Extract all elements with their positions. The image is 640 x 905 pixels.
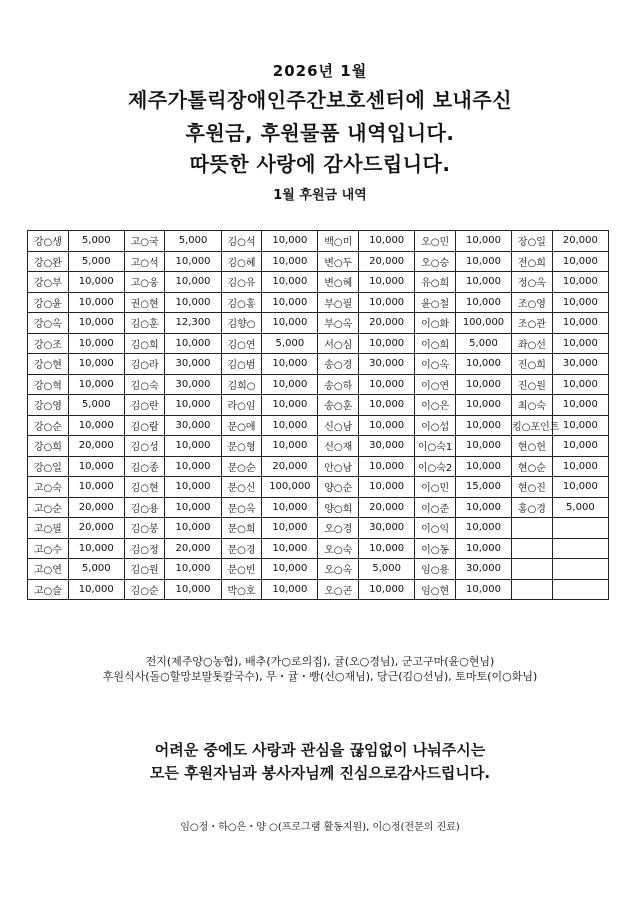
- donor-name: 변○두: [318, 251, 359, 272]
- donor-name: 김○혜: [221, 251, 262, 272]
- donor-name: 강○혁: [28, 374, 69, 395]
- table-row: [28, 456, 609, 477]
- donation-amount: 5,000: [165, 231, 221, 252]
- donation-amount: 10,000: [552, 415, 608, 436]
- donation-amount: 15,000: [455, 477, 511, 498]
- donation-amount: 10,000: [455, 538, 511, 559]
- donor-name: 조○관: [512, 313, 553, 334]
- donor-name: 강○부: [28, 272, 69, 293]
- donor-name: 신○재: [318, 436, 359, 457]
- donor-name: 고○순: [28, 497, 69, 518]
- donor-name: [512, 518, 553, 539]
- donation-amount: 10,000: [552, 292, 608, 313]
- donation-amount: 10,000: [262, 497, 318, 518]
- donation-amount: 10,000: [552, 374, 608, 395]
- donation-amount: 10,000: [68, 292, 124, 313]
- donation-amount: 30,000: [552, 354, 608, 375]
- donor-name: 김○라: [124, 354, 165, 375]
- donor-name: 김향○: [221, 313, 262, 334]
- donor-name: 변○혜: [318, 272, 359, 293]
- donation-amount: 5,000: [359, 559, 415, 580]
- donation-amount: 10,000: [68, 579, 124, 600]
- donor-name: 김○원: [124, 559, 165, 580]
- donation-amount: 10,000: [68, 354, 124, 375]
- donation-amount: 10,000: [165, 251, 221, 272]
- donation-amount: 10,000: [165, 272, 221, 293]
- donor-name: 고○웅: [124, 272, 165, 293]
- donor-name: 강○옥: [28, 313, 69, 334]
- donor-name: 김○정: [124, 538, 165, 559]
- donation-amount: 10,000: [68, 374, 124, 395]
- donation-amount: 20,000: [165, 538, 221, 559]
- donor-name: 김○순: [124, 579, 165, 600]
- donor-name: 김○석: [221, 231, 262, 252]
- donation-amount: 5,000: [68, 559, 124, 580]
- donation-amount: 10,000: [262, 292, 318, 313]
- donor-name: 임○용: [415, 559, 456, 580]
- donation-amount: 10,000: [359, 477, 415, 498]
- table-row: [28, 477, 609, 498]
- donor-name: 문○애: [221, 415, 262, 436]
- donor-name: 문○형: [221, 436, 262, 457]
- table-row: [28, 374, 609, 395]
- donation-amount: 12,300: [165, 313, 221, 334]
- donation-amount: 10,000: [262, 374, 318, 395]
- donation-amount: 10,000: [552, 436, 608, 457]
- table-row: [28, 292, 609, 313]
- donation-amount: 100,000: [262, 477, 318, 498]
- donor-name: 오○곤: [318, 579, 359, 600]
- donor-name: 신○남: [318, 415, 359, 436]
- donation-amount: 10,000: [262, 579, 318, 600]
- donation-table-body: [28, 231, 609, 600]
- donor-name: 최○숙: [512, 395, 553, 416]
- donation-amount: 10,000: [262, 231, 318, 252]
- donor-name: 이○동: [415, 538, 456, 559]
- donor-name: 권○현: [124, 292, 165, 313]
- donor-name: 문○빈: [221, 559, 262, 580]
- donor-name: 오○경: [318, 518, 359, 539]
- donation-amount: 5,000: [455, 333, 511, 354]
- donation-amount: 10,000: [68, 415, 124, 436]
- table-row: [28, 313, 609, 334]
- table-row: [28, 231, 609, 252]
- donor-name: 킹○포인트: [512, 415, 553, 436]
- donation-amount: 5,000: [68, 395, 124, 416]
- donation-amount: 100,000: [455, 313, 511, 334]
- donation-amount: 30,000: [165, 354, 221, 375]
- donor-name: 문○순: [221, 456, 262, 477]
- donor-name: 문○희: [221, 518, 262, 539]
- donation-amount: 10,000: [359, 292, 415, 313]
- donor-name: 김○용: [124, 497, 165, 518]
- donor-name: 강○생: [28, 231, 69, 252]
- table-row: [28, 354, 609, 375]
- donation-amount: 10,000: [165, 395, 221, 416]
- donor-name: 장○일: [512, 231, 553, 252]
- donation-amount: 5,000: [68, 251, 124, 272]
- donor-name: [512, 559, 553, 580]
- donation-amount: 10,000: [68, 333, 124, 354]
- donor-name: 오○옥: [318, 559, 359, 580]
- donor-name: 김○희: [124, 333, 165, 354]
- donor-name: 양○희: [318, 497, 359, 518]
- donation-amount: 10,000: [359, 333, 415, 354]
- donation-amount: 30,000: [455, 559, 511, 580]
- donation-amount: 10,000: [262, 538, 318, 559]
- donation-amount: 10,000: [262, 436, 318, 457]
- donor-name: 이○옥: [415, 354, 456, 375]
- donation-amount: 10,000: [552, 477, 608, 498]
- donor-name: 양○순: [318, 477, 359, 498]
- donor-name: 조○영: [512, 292, 553, 313]
- donation-amount: 10,000: [455, 518, 511, 539]
- donation-amount: 10,000: [455, 354, 511, 375]
- donor-name: 이○화: [415, 313, 456, 334]
- volunteer-credits: 임○정・하○은・양 ○(프로그램 활동지원), 이○정(전문의 진료): [180, 822, 460, 833]
- donor-name: 이○희: [415, 333, 456, 354]
- donor-name: 서○심: [318, 333, 359, 354]
- donor-name: 송○경: [318, 354, 359, 375]
- donation-amount: 10,000: [455, 497, 511, 518]
- donor-name: 이○은: [415, 395, 456, 416]
- donor-name: 강○현: [28, 354, 69, 375]
- donation-amount: 30,000: [165, 374, 221, 395]
- donation-amount: 10,000: [165, 333, 221, 354]
- donor-name: 김○범: [221, 354, 262, 375]
- donation-amount: 10,000: [455, 395, 511, 416]
- donor-name: 이○연: [415, 374, 456, 395]
- donor-name: 이○준: [415, 497, 456, 518]
- donor-name: 강○완: [28, 251, 69, 272]
- donation-amount: 10,000: [359, 231, 415, 252]
- donation-amount: 20,000: [68, 497, 124, 518]
- donor-name: 김○홍: [221, 292, 262, 313]
- donor-name: 고○국: [124, 231, 165, 252]
- thanks-line-1: 어려운 중에도 사랑과 관심을 끊임없이 나눠주시는: [154, 741, 486, 759]
- donation-amount: 10,000: [262, 395, 318, 416]
- donation-amount: 10,000: [68, 538, 124, 559]
- donation-amount: 10,000: [165, 559, 221, 580]
- donation-amount: 10,000: [455, 374, 511, 395]
- table-row: [28, 579, 609, 600]
- table-row: [28, 333, 609, 354]
- donation-amount: 20,000: [68, 518, 124, 539]
- donation-amount: 10,000: [262, 313, 318, 334]
- donor-name: 고○필: [28, 518, 69, 539]
- table-row: [28, 538, 609, 559]
- title-line-1: 제주가톨릭장애인주간보호센터에 보내주신: [127, 88, 513, 112]
- title-line-3: 따뜻한 사랑에 감사드립니다.: [189, 152, 451, 176]
- donation-amount: [552, 538, 608, 559]
- donation-amount: 10,000: [552, 272, 608, 293]
- thanks-line-2: 모든 후원자님과 봉사자님께 진심으로감사드립니다.: [149, 764, 491, 782]
- donation-amount: 10,000: [262, 415, 318, 436]
- donor-name: 김○숙: [124, 374, 165, 395]
- donor-name: [512, 579, 553, 600]
- donation-amount: 10,000: [165, 477, 221, 498]
- donor-name: 좌○선: [512, 333, 553, 354]
- donation-amount: 10,000: [552, 251, 608, 272]
- donation-amount: 30,000: [359, 354, 415, 375]
- donor-name: [512, 538, 553, 559]
- donor-name: 강○윤: [28, 292, 69, 313]
- donation-amount: 20,000: [262, 456, 318, 477]
- donor-name: 문○경: [221, 538, 262, 559]
- donor-name: 전○희: [512, 251, 553, 272]
- donation-amount: 5,000: [552, 497, 608, 518]
- table-row: [28, 251, 609, 272]
- donation-amount: 5,000: [68, 231, 124, 252]
- donor-name: 현○순: [512, 456, 553, 477]
- donation-amount: 10,000: [165, 579, 221, 600]
- donor-name: 진○희: [512, 354, 553, 375]
- donation-amount: 20,000: [359, 251, 415, 272]
- donor-name: 김○성: [124, 436, 165, 457]
- donation-amount: 10,000: [455, 415, 511, 436]
- donor-name: 강○일: [28, 456, 69, 477]
- donor-name: 이○섭: [415, 415, 456, 436]
- donor-name: 정○옥: [512, 272, 553, 293]
- donor-name: 김희○: [221, 374, 262, 395]
- donor-name: 강○조: [28, 333, 69, 354]
- donor-name: 오○민: [415, 231, 456, 252]
- donation-amount: 10,000: [68, 313, 124, 334]
- donation-amount: 10,000: [455, 579, 511, 600]
- donation-amount: 10,000: [359, 374, 415, 395]
- table-row: [28, 395, 609, 416]
- donation-amount: 10,000: [359, 538, 415, 559]
- donor-name: 현○진: [512, 477, 553, 498]
- donor-name: 김○람: [124, 415, 165, 436]
- table-row: [28, 436, 609, 457]
- donation-amount: 10,000: [165, 518, 221, 539]
- donor-name: 김○종: [124, 456, 165, 477]
- donation-amount: 10,000: [552, 456, 608, 477]
- donation-amount: 10,000: [552, 333, 608, 354]
- table-row: [28, 559, 609, 580]
- donation-amount: 10,000: [455, 231, 511, 252]
- donor-name: 문○옥: [221, 497, 262, 518]
- donor-name: 박○호: [221, 579, 262, 600]
- table-row: [28, 272, 609, 293]
- donor-name: 김○봉: [124, 518, 165, 539]
- donation-amount: 20,000: [68, 436, 124, 457]
- donor-name: 고○연: [28, 559, 69, 580]
- donation-amount: 10,000: [455, 272, 511, 293]
- donation-amount: 10,000: [359, 415, 415, 436]
- table-row: [28, 497, 609, 518]
- donation-list-subtitle: 1월 후원금 내역: [273, 188, 367, 203]
- donor-name: 고○숙: [28, 477, 69, 498]
- donation-table: [27, 230, 609, 600]
- donation-amount: 10,000: [359, 272, 415, 293]
- donation-amount: 10,000: [68, 456, 124, 477]
- table-row: [28, 415, 609, 436]
- donation-amount: 10,000: [262, 559, 318, 580]
- donor-name: 강○순: [28, 415, 69, 436]
- donation-amount: 30,000: [359, 436, 415, 457]
- donor-name: 김○유: [221, 272, 262, 293]
- donation-amount: 10,000: [552, 313, 608, 334]
- table-row: [28, 518, 609, 539]
- donation-amount: [552, 579, 608, 600]
- donation-amount: 10,000: [165, 497, 221, 518]
- donation-amount: 10,000: [68, 272, 124, 293]
- donor-name: 이○익: [415, 518, 456, 539]
- donor-name: 문○신: [221, 477, 262, 498]
- donation-amount: 20,000: [359, 313, 415, 334]
- donor-name: 오○승: [415, 251, 456, 272]
- donation-amount: 10,000: [262, 354, 318, 375]
- donation-amount: 10,000: [262, 272, 318, 293]
- donor-name: 송○훈: [318, 395, 359, 416]
- donor-name: 부○옥: [318, 313, 359, 334]
- donor-name: 이○숙1: [415, 436, 456, 457]
- donor-name: 고○수: [28, 538, 69, 559]
- donation-amount: 10,000: [262, 518, 318, 539]
- donor-name: 안○남: [318, 456, 359, 477]
- donation-amount: 10,000: [262, 251, 318, 272]
- donor-name: 김○현: [124, 477, 165, 498]
- title-line-2: 후원금, 후원물품 내역입니다.: [185, 121, 455, 145]
- donation-amount: [552, 518, 608, 539]
- donor-name: 부○필: [318, 292, 359, 313]
- donation-amount: 10,000: [455, 292, 511, 313]
- donation-amount: 30,000: [359, 518, 415, 539]
- donation-amount: 5,000: [262, 333, 318, 354]
- donor-name: 유○희: [415, 272, 456, 293]
- donor-name: 강○영: [28, 395, 69, 416]
- donor-name: 라○임: [221, 395, 262, 416]
- donation-amount: 20,000: [552, 231, 608, 252]
- donation-amount: 10,000: [359, 395, 415, 416]
- donation-amount: 10,000: [455, 436, 511, 457]
- donor-name: 진○원: [512, 374, 553, 395]
- donor-name: 홍○경: [512, 497, 553, 518]
- donor-name: 백○미: [318, 231, 359, 252]
- donor-name: 윤○철: [415, 292, 456, 313]
- donation-amount: 10,000: [68, 477, 124, 498]
- donor-name: 이○숙2: [415, 456, 456, 477]
- donor-name: 송○하: [318, 374, 359, 395]
- donation-amount: [552, 559, 608, 580]
- donor-name: 김○훈: [124, 313, 165, 334]
- goods-donations-line-2: 후원식사(돌○할망보말톳칼국수), 무・귤・빵(신○재님), 당근(김○선님), 토마토(이○화님): [102, 670, 538, 683]
- donation-amount: 10,000: [552, 395, 608, 416]
- donor-name: 임○현: [415, 579, 456, 600]
- donation-amount: 20,000: [359, 497, 415, 518]
- donor-name: 이○민: [415, 477, 456, 498]
- donation-amount: 10,000: [359, 456, 415, 477]
- donor-name: 김○연: [221, 333, 262, 354]
- donation-amount: 10,000: [455, 456, 511, 477]
- donation-amount: 10,000: [165, 456, 221, 477]
- goods-donations-line-1: 전지(제주양○농협), 배추(가○로의집), 귤(오○경님), 군고구마(윤○현님): [145, 655, 495, 668]
- donor-name: 현○헌: [512, 436, 553, 457]
- donation-amount: 10,000: [165, 292, 221, 313]
- donor-name: 김○란: [124, 395, 165, 416]
- donation-amount: 10,000: [455, 251, 511, 272]
- donor-name: 고○석: [124, 251, 165, 272]
- donor-name: 고○슬: [28, 579, 69, 600]
- donor-name: 강○희: [28, 436, 69, 457]
- donation-amount: 10,000: [165, 436, 221, 457]
- donor-name: 오○숙: [318, 538, 359, 559]
- donation-amount: 10,000: [359, 579, 415, 600]
- donation-amount: 30,000: [165, 415, 221, 436]
- report-date: 2026년 1월: [272, 62, 368, 80]
